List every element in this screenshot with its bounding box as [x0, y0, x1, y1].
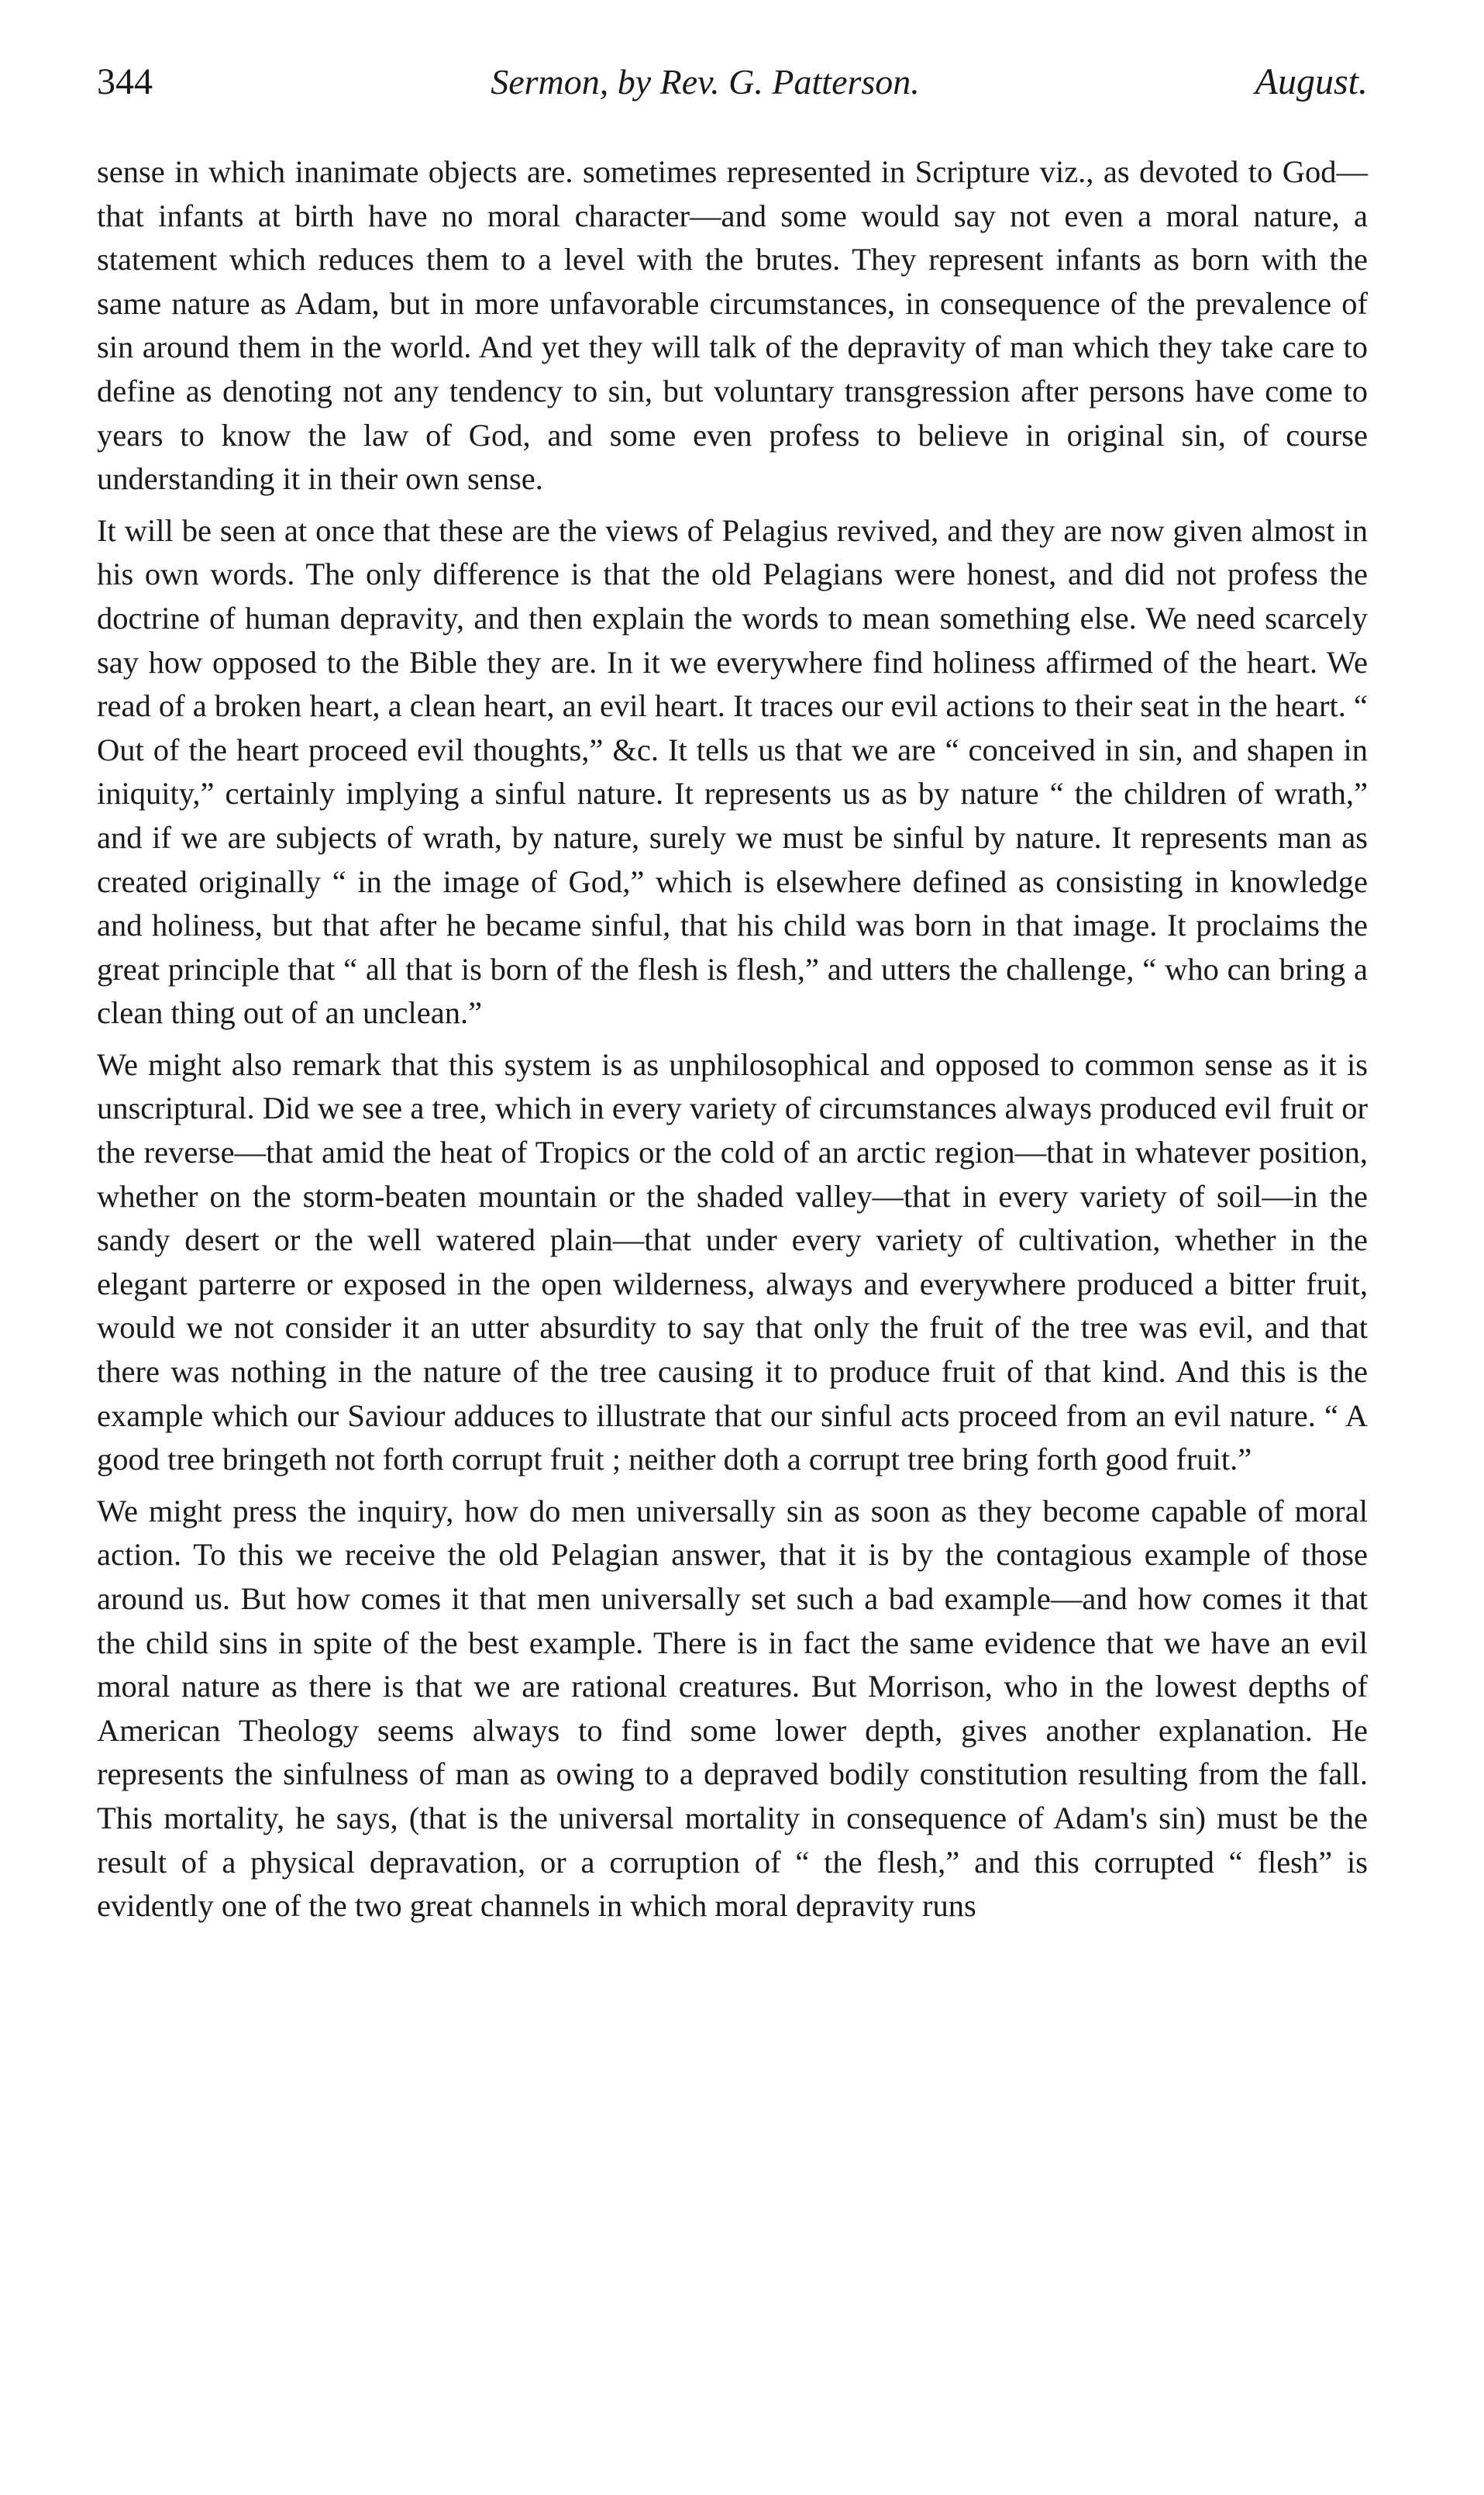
- paragraph-3: We might also remark that this system is as unphilosophical and opposed to common sense as it is unscriptural. Did we see a tree, which in every variety of circumstances always produced evil fruit or the reverse—that amid the heat of Tropics or the cold of an arctic region—that in whatever position, whether on the storm-beaten mountain or the shaded valley—that in every variety of soil—in the sandy desert or the well watered plain—that under every variety of cultivation, whether in the elegant parterre or exposed in the open wilderness, always and everywhere produced a bitter fruit, would we not consider it an utter absurdity to say that only the fruit of the tree was evil, and that there was nothing in the nature of the tree causing it to produce fruit of that kind. And this is the example which our Saviour adduces to illustrate that our sinful acts proceed from an evil nature. “ A good tree bringeth not forth corrupt fruit ; neither doth a corrupt tree bring forth good fruit.”: [97, 1046, 1368, 1477]
- paragraph-1: sense in which inanimate objects are. sometimes represented in Scripture viz., as devoted to God—that infants at birth have no moral character—and some would say not even a moral nature, a statement which reduces them to a level with the brutes. They represent infants as born with the same nature as Adam, but in more unfavorable circumstances, in consequence of the prevalence of sin around them in the world. And yet they will talk of the depravity of man which they take care to define as denoting not any tendency to sin, but voluntary transgression after persons have come to years to know the law of God, and some even profess to believe in original sin, of course understanding it in their own sense.: [97, 154, 1368, 497]
- running-title-author: by Rev. G. Patterson.: [617, 62, 920, 102]
- paragraph-2: It will be seen at once that these are the views of Pelagius revived, and they are now given almost in his own words. The only difference is that the old Pelagians were honest, and did not profess the doctrine of human depravity, and then explain the words to mean something else. We need scarcely say how opposed to the Bible they are. In it we everywhere find holiness affirmed of the heart. We read of a broken heart, a clean heart, an evil heart. It traces our evil actions to their seat in the heart. “ Out of the heart proceed evil thoughts,” &c. It tells us that we are “ conceived in sin, and shapen in iniquity,” certainly implying a sinful nature. It represents us as by nature “ the children of wrath,” and if we are subjects of wrath, by nature, surely we must be sinful by nature. It represents man as created originally “ in the image of God,” which is elsewhere defined as consisting in knowledge and holiness, but that after he became sinful, that his child was born in that image. It proclaims the great principle that “ all that is born of the flesh is flesh,” and utters the challenge, “ who can bring a clean thing out of an unclean.”: [97, 512, 1368, 1031]
- page-header: [97, 60, 1368, 115]
- body-text: [97, 150, 1368, 1928]
- page-number: 344: [97, 61, 153, 102]
- running-title: [190, 61, 1252, 102]
- paragraph-4: We might press the inquiry, how do men universally sin as soon as they become capable of moral action. To this we receive the old Pelagian answer, that it is by the contagious example of those around us. But how comes it that men universally set such a bad example—and how comes it that the child sins in spite of the best example. There is in fact the same evidence that we have an evil moral nature as there is that we are rational creatures. But Morrison, who in the lowest depths of American Theology seems always to find some lower depth, gives another explanation. He represents the sinfulness of man as owing to a depraved bodily constitution resulting from the fall. This mortality, he says, (that is the universal mortality in consequence of Adam's sin) must be the result of a physical depravation, or a corruption of “ the flesh,” and this corrupted “ flesh” is evidently one of the two great channels in which moral depravity runs: [97, 1493, 1368, 1924]
- running-month: August.: [1255, 61, 1368, 102]
- running-title-sermon: Sermon,: [491, 62, 609, 102]
